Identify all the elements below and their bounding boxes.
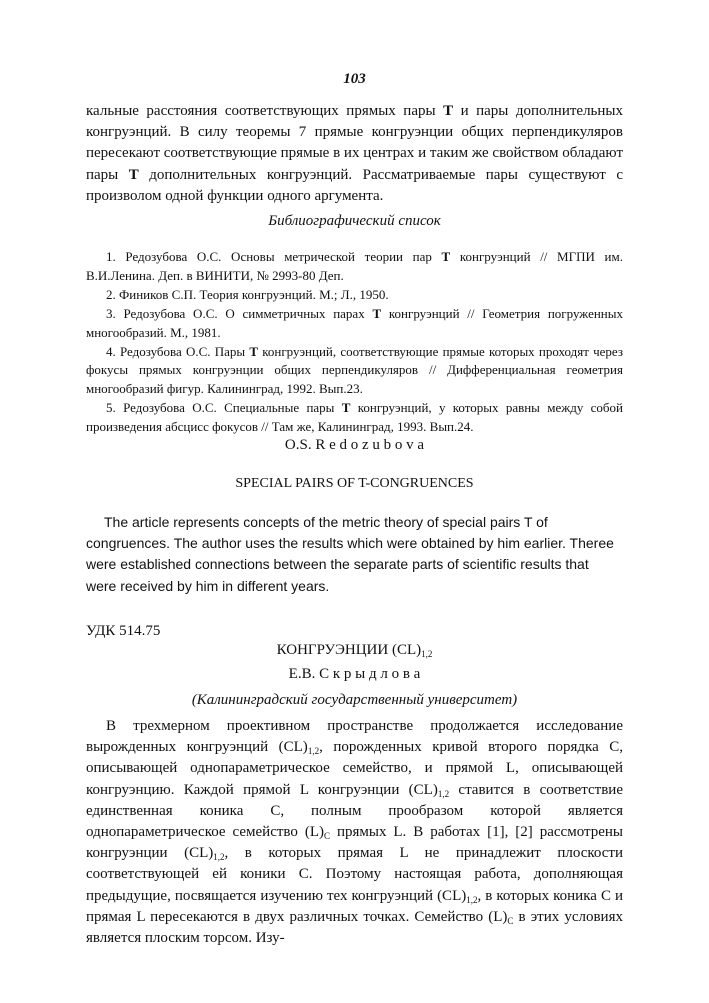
reference-item: 5. Редозубова О.С. Специальные пары T конгруэнций, у которых равны между собой произведения абсцисс фокусов // Там же, Калининград, 1993. Вып.24. bbox=[86, 400, 623, 435]
reference-item: 3. Редозубова О.С. О симметричных парах T конгруэнций // Геометрия погруженных многообразий. М., 1981. bbox=[86, 305, 624, 340]
reference-item: 4. Редозубова О.С. Пары T конгруэнций, соответствующие прямые которых проходят через фокусы прямых конгруэнции общих перпендикуляров // Дифференциальная геометрия многообразий фигур. Калининград, 1992. Вып.23. bbox=[86, 343, 623, 397]
article-body: В трехмерном проективном пространстве продолжается исследование вырожденных конгруэнций $(CL)_{1,2}$, порожденных кривой второго порядка С, описывающей однопараметрическое семейство, и прямой L, описывающей конгруэнцию. Каждой прямой L конгруэнции $(CL)_{1,2}$ ставится в соответствие единственная коника С, полным прообразом которой является однопараметрическое семейство $(L)_C$ прямых L. В работах [1], [2] рассмотрены конгруэнции $(CL)_{1,2}$, в которых прямая L не принадлежит плоскости соответствующей ей коники С. Поэтому настоящая работа, дополняющая предыдущие, посвящается изучению тех конгруэнций $(CL)_{1,2}$, в которых коника С и прямая L пересекаются в двух различных точках. Семейство $(L)_C$ в этих условиях является плоским торсом. Изу- bbox=[86, 718, 624, 947]
article-author: Е.В. С к р ы д л о в а bbox=[288, 666, 421, 682]
english-abstract: The article represents concepts of the metric theory of special pairs T of congruences. The author uses the results which were obtained by him earlier. Theree were established connections between the separate parts of scientific results that were received by him in different years. bbox=[86, 514, 614, 594]
english-title: SPECIAL PAIRS OF T-CONGRUENCES bbox=[235, 476, 474, 491]
bibliography-list bbox=[86, 248, 623, 437]
article-title: КОНГРУЭНЦИИ $(CL)_{1,2}$ bbox=[276, 642, 433, 659]
page-number: 103 bbox=[343, 71, 366, 87]
article-affiliation: (Калининградский государственный университет) bbox=[191, 692, 518, 708]
bibliography-heading: Библиографический список bbox=[268, 213, 441, 229]
english-author: O.S. R e d o z u b o v a bbox=[284, 437, 425, 453]
intro-paragraph: кальные расстояния соответствующих прямых пары T и пары дополнительных конгруэнций. В силу теоремы 7 прямые конгруэнции общих перпендикуляров пересекают соответствующие прямые в их центрах и таким же свойством обладают пары T дополнительных конгруэнций. Рассматриваемые пары существуют с произволом одной функции одного аргумента. bbox=[86, 103, 624, 204]
udk-label: УДК 514.75 bbox=[86, 623, 161, 639]
reference-item: 2. Фиников С.П. Теория конгруэнций. М.; Л., 1950. bbox=[106, 286, 389, 302]
reference-item: 1. Редозубова О.С. Основы метрической теории пар T конгруэнций // МГПИ им. В.И.Ленина. Деп. в ВИНИТИ, № 2993-80 Деп. bbox=[86, 249, 623, 283]
